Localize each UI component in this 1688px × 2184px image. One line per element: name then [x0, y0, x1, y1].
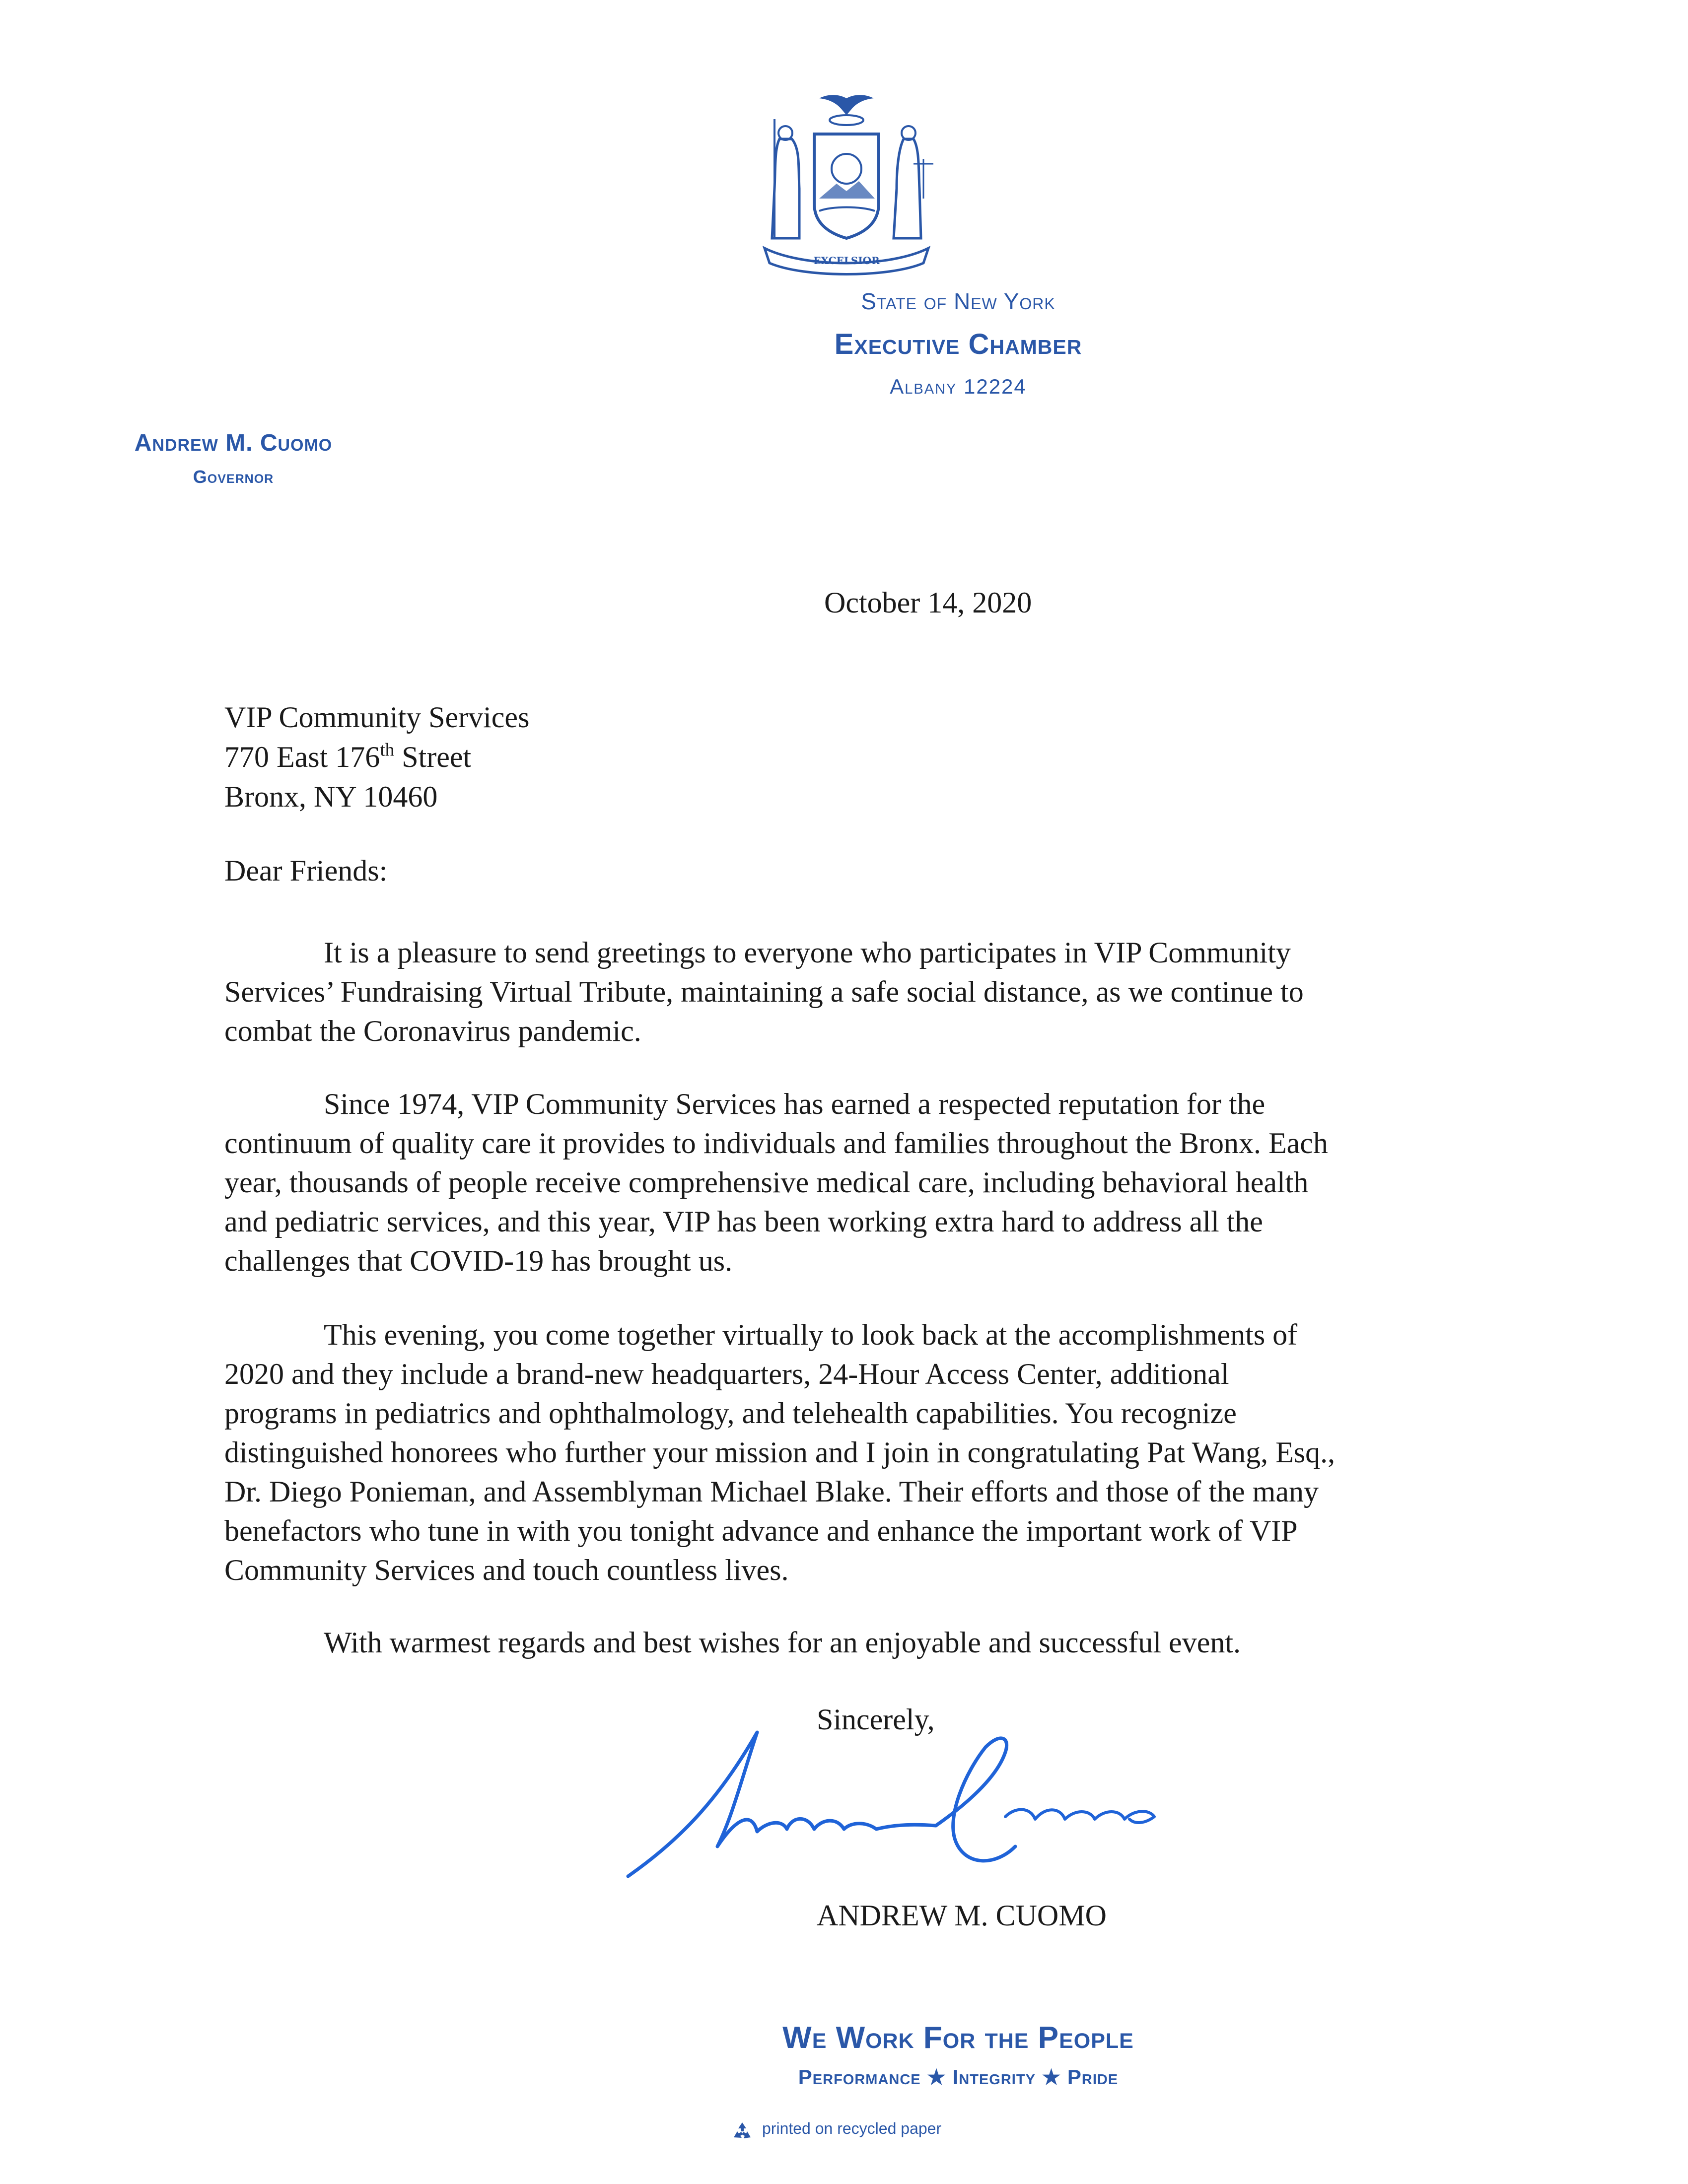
- recycled-note: printed on recycled paper: [762, 2119, 942, 2137]
- signer-name: ANDREW M. CUOMO: [817, 1899, 1107, 1932]
- letterhead-state: State of New York: [861, 288, 1055, 314]
- governor-title: Governor: [193, 467, 274, 487]
- signature: [618, 1717, 1194, 1881]
- recycle-icon: [730, 2119, 755, 2144]
- recipient-org: VIP Community Services: [224, 701, 530, 734]
- letterhead-city: Albany 12224: [890, 375, 1027, 398]
- letterhead-chamber: Executive Chamber: [834, 328, 1082, 360]
- new-york-state-seal-icon: [745, 89, 948, 278]
- paragraph: It is a pleasure to send greetings to everyone who participates in VIP Community Services’ Fundraising Virtual Tribute, maintaining a safe social distance, as we continue to combat the Coronavirus pandemic.: [224, 936, 1304, 1047]
- footer-motto: We Work For the People: [782, 2021, 1134, 2055]
- paragraph: Since 1974, VIP Community Services has earned a respected reputation for the continuum of quality care it provides to individuals and families throughout the Bronx. Each year, thousands of people receive comprehensive medical care, including behavioral health and pediatric services, and this year, VIP has been working extra hard to address all the challenges that COVID-19 has brought us.: [224, 1088, 1328, 1277]
- paragraph: With warmest regards and best wishes for an enjoyable and successful event.: [324, 1626, 1241, 1659]
- salutation: Dear Friends:: [224, 854, 388, 887]
- recipient-city: Bronx, NY 10460: [224, 780, 438, 813]
- svg-text:EXCELSIOR: EXCELSIOR: [813, 255, 880, 267]
- paragraph: This evening, you come together virtually to look back at the accomplishments of 2020 and they include a brand-new headquarters, 24-Hour Access Center, additional programs in pediatrics and ophthalmology, and telehealth capabilities. You recognize distinguished honorees who further your mission and I join in congratulating Pat Wang, Esq., Dr. Diego Ponieman, and Assemblyman Michael Blake. Their efforts and those of the many benefactors who tune in with you tonight advance and enhance the important work of VIP Community Services and touch countless lives.: [224, 1318, 1336, 1586]
- footer-values: Performance ★ Integrity ★ Pride: [798, 2065, 1119, 2089]
- closing: Sincerely,: [817, 1703, 935, 1736]
- letter-date: October 14, 2020: [824, 586, 1032, 619]
- recipient-street: 770 East 176th Street: [224, 740, 472, 773]
- governor-name: Andrew M. Cuomo: [134, 430, 333, 456]
